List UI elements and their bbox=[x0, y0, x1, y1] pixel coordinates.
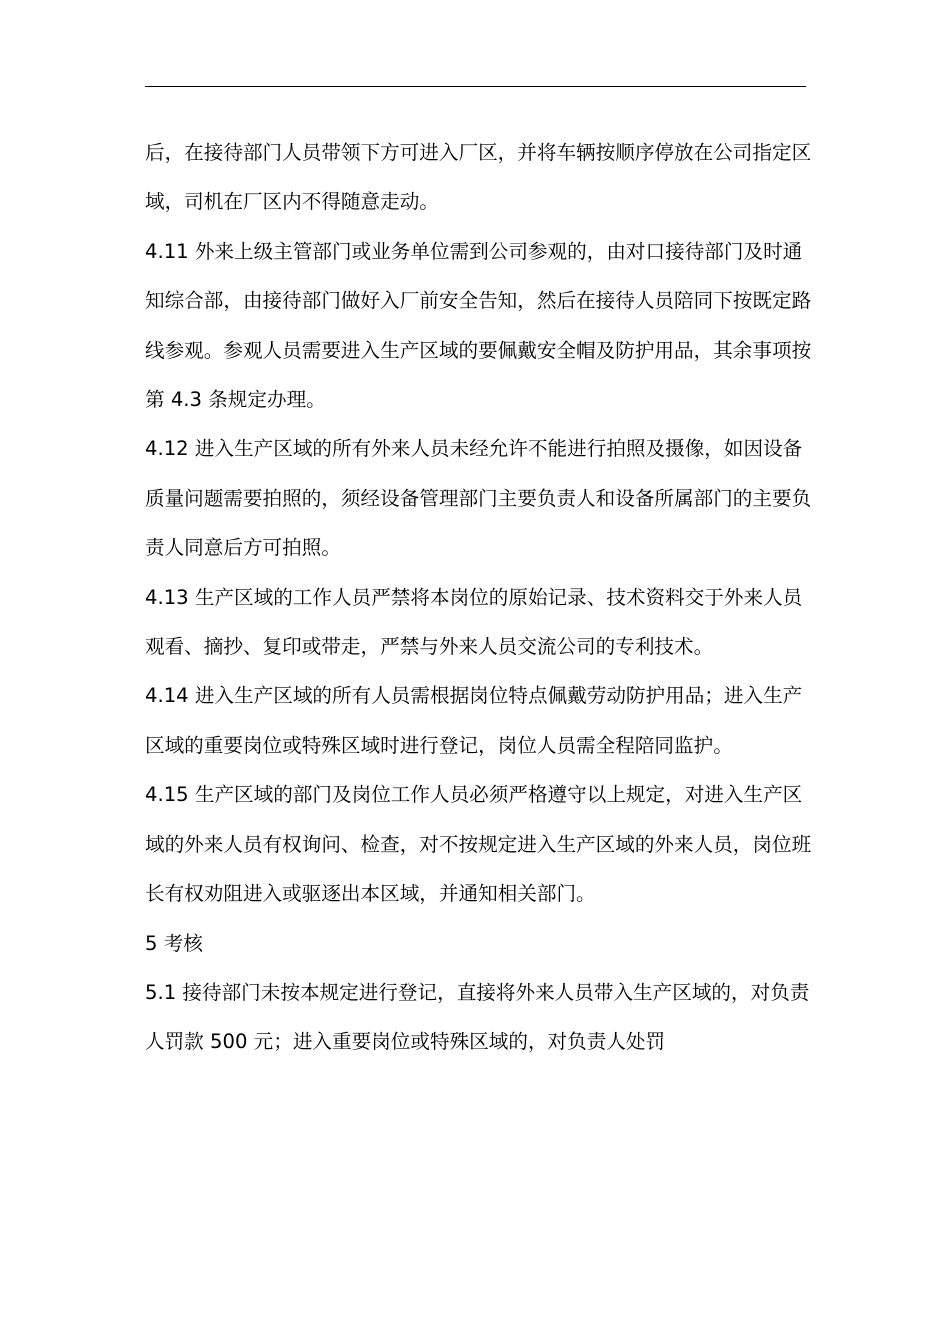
paragraph-4-14: 4.14 进入生产区域的所有人员需根据岗位特点佩戴劳动防护用品；进入生产区域的重要岗位或特殊区域时进行登记，岗位人员需全程陪同监护。 bbox=[145, 684, 803, 757]
document-body bbox=[145, 128, 815, 1067]
paragraph-4-15: 4.15 生产区域的部门及岗位工作人员必须严格遵守以上规定，对进入生产区域的外来人员有权询问、检查，对不按规定进入生产区域的外来人员，岗位班长有权劝阻进入或驱逐出本区域，并通知相关部门。 bbox=[145, 783, 812, 906]
paragraph-4-11: 4.11 外来上级主管部门或业务单位需到公司参观的，由对口接待部门及时通知综合部，由接待部门做好入厂前安全告知，然后在接待人员陪同下按既定路线参观。参观人员需要进入生产区域的要佩戴安全帽及防护用品，其余事项按第 4.3 条规定办理。 bbox=[145, 239, 812, 412]
paragraph-4-12: 4.12 进入生产区域的所有外来人员未经允许不能进行拍照及摄像，如因设备质量问题需要拍照的，须经设备管理部门主要负责人和设备所属部门的主要负责人同意后方可拍照。 bbox=[145, 437, 812, 560]
section-heading-5: 5 考核 bbox=[145, 931, 203, 955]
paragraph-5-1: 5.1 接待部门未按本规定进行登记，直接将外来人员带入生产区域的，对负责人罚款 500 元；进入重要岗位或特殊区域的，对负责人处罚 bbox=[145, 980, 810, 1054]
header-rule bbox=[145, 86, 806, 87]
paragraph-4-13: 4.13 生产区域的工作人员严禁将本岗位的原始记录、技术资料交于外来人员观看、摘抄、复印或带走，严禁与外来人员交流公司的专利技术。 bbox=[145, 585, 803, 659]
paragraph-continuation: 后，在接待部门人员带领下方可进入厂区，并将车辆按顺序停放在公司指定区域，司机在厂区内不得随意走动。 bbox=[145, 141, 812, 214]
